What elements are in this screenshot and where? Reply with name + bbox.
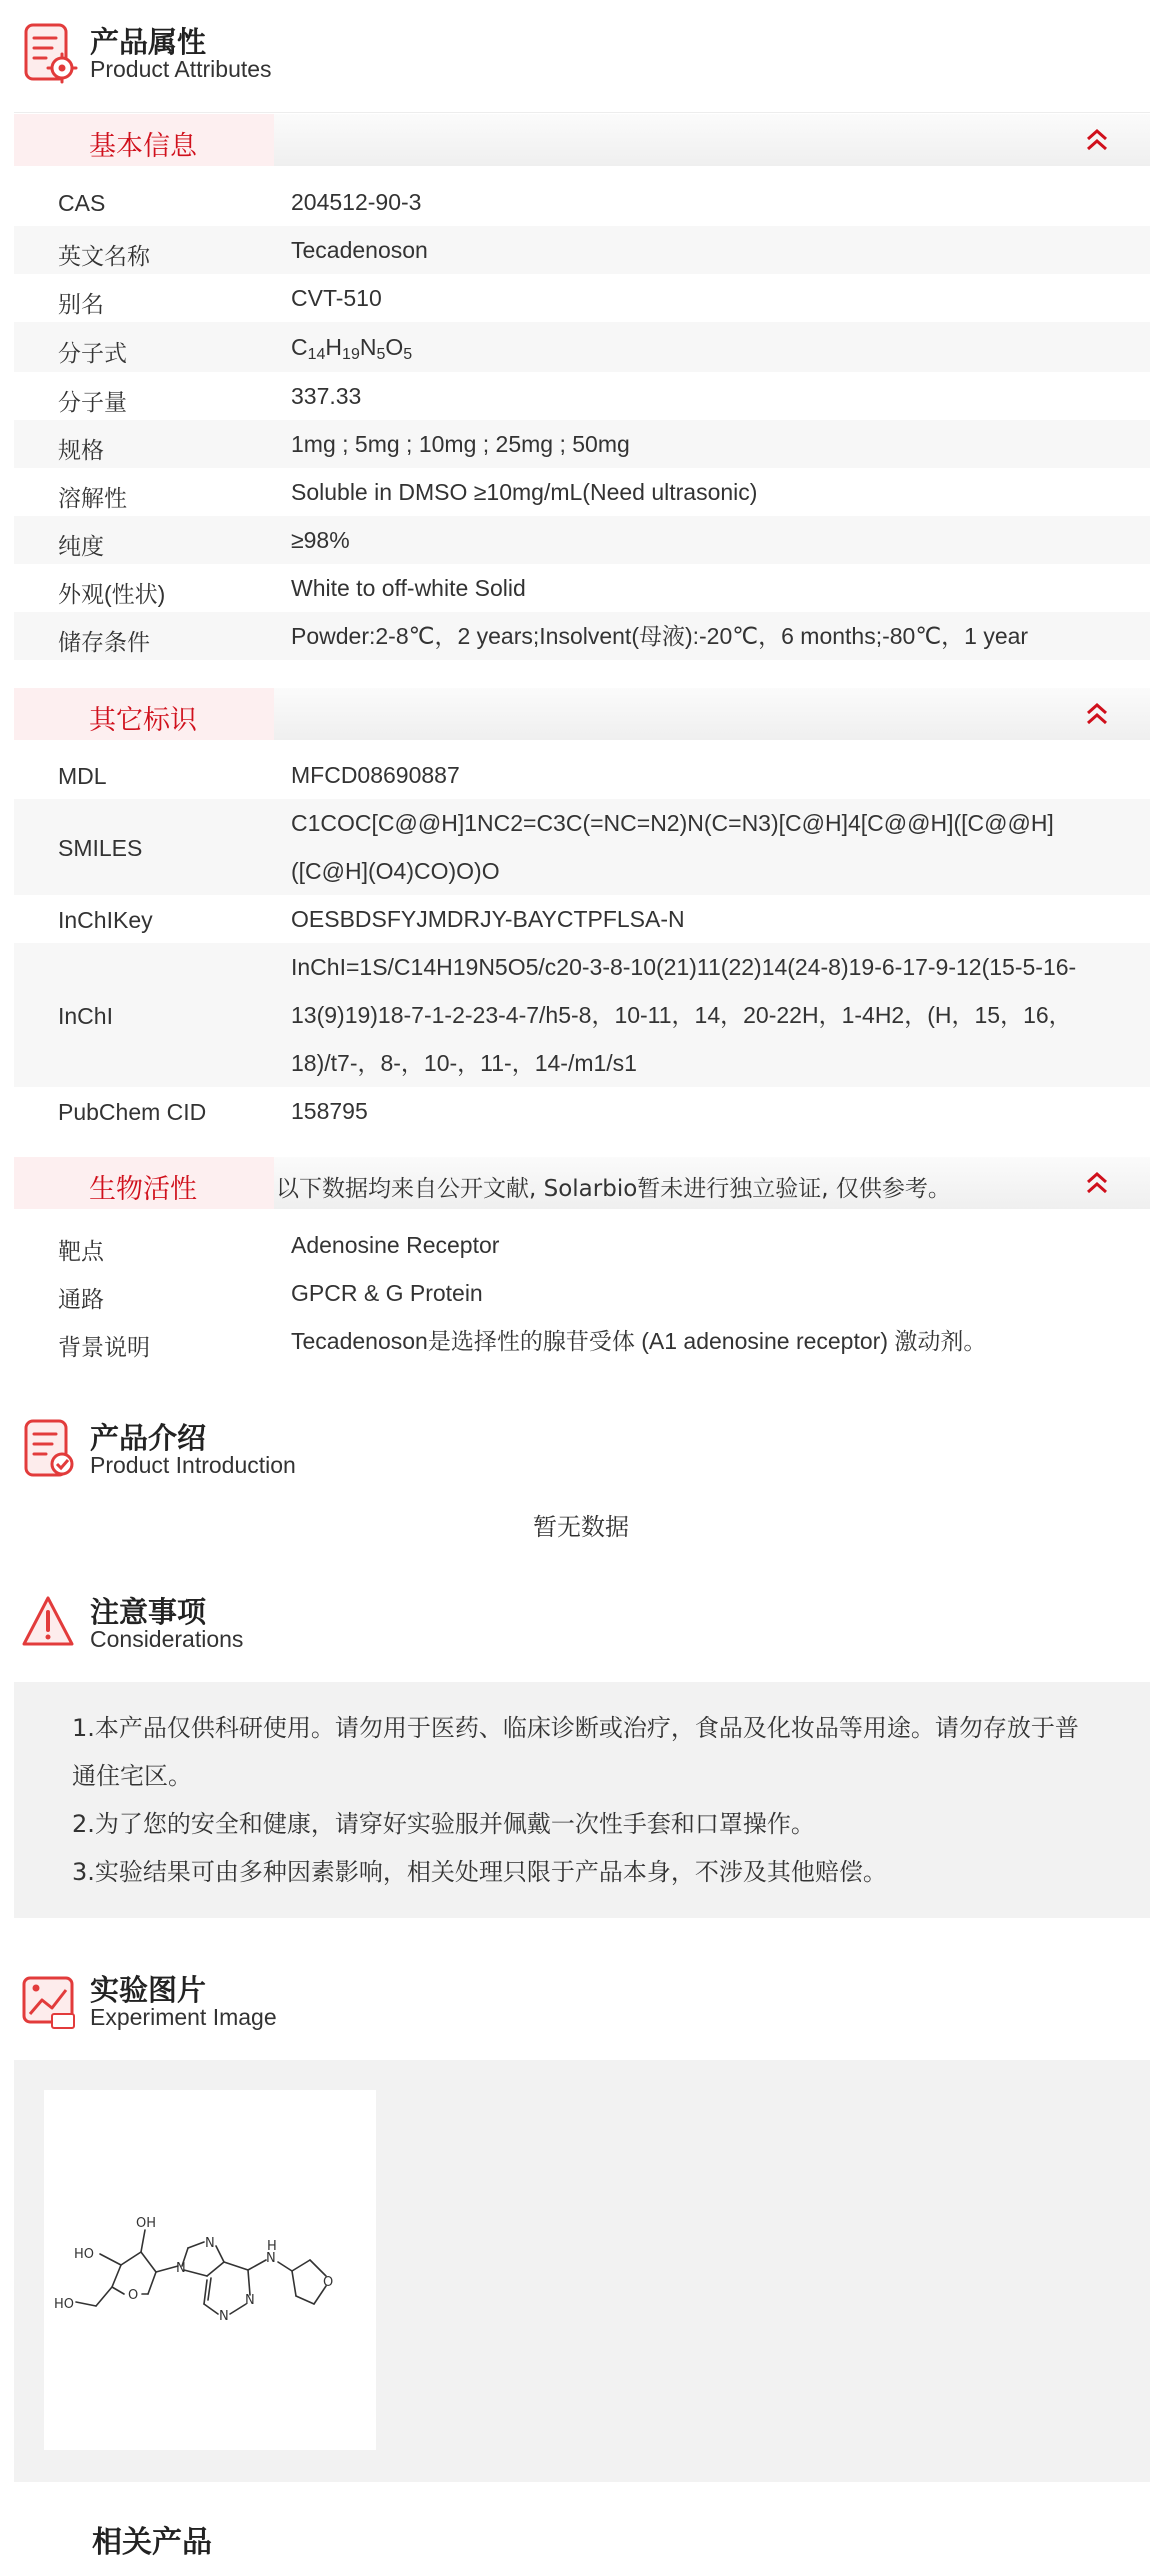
atom-label: H: [267, 2239, 277, 2254]
row-label: 储存条件: [58, 629, 150, 655]
group-tab: [14, 1157, 274, 1209]
section-title-cn: 实验图片: [90, 1973, 207, 2007]
row-value: GPCR & G Protein: [291, 1280, 483, 1306]
row-label: InChI: [58, 1003, 113, 1029]
table-row: [14, 612, 1150, 660]
row-label: 分子式: [58, 340, 127, 366]
group-tab: [14, 688, 274, 740]
row-label: MDL: [58, 763, 107, 789]
table-row: [14, 895, 1150, 943]
row-value: Tecadenoson是选择性的腺苷受体 (A1 adenosine receptor) 激动剂。: [291, 1328, 987, 1354]
experiment-image-panel: [14, 2060, 1150, 2482]
atom-label: N: [176, 2261, 186, 2276]
atom-label: N: [266, 2251, 276, 2266]
chevron-double-up-icon[interactable]: [1086, 128, 1108, 152]
empty-state-text: 暂无数据: [533, 1513, 629, 1541]
table-row: [14, 751, 1150, 799]
image-chart-icon: [22, 1970, 78, 2032]
table-row: [14, 943, 1150, 1087]
section-title-en: Considerations: [90, 1626, 244, 1652]
notice-line: 1.本产品仅供科研使用。请勿用于医药、临床诊断或治疗，食品及化妆品等用途。请勿存放于普: [72, 1714, 1079, 1742]
row-label: 溶解性: [58, 485, 127, 511]
table-row: [14, 274, 1150, 322]
table-row: [14, 226, 1150, 274]
row-label: SMILES: [58, 835, 143, 861]
structure-image[interactable]: [44, 2090, 376, 2450]
atom-label: HO: [74, 2247, 95, 2262]
next-section-title: 相关产品: [92, 2525, 212, 2560]
row-label: 外观(性状): [58, 581, 166, 607]
row-label: 分子量: [58, 389, 127, 415]
disclaimer-note: 以下数据均来自公开文献, Solarbio暂未进行独立验证, 仅供参考。: [276, 1176, 951, 1202]
table-row: [14, 372, 1150, 420]
atom-label: O: [128, 2288, 139, 2303]
group-tab: [14, 114, 274, 166]
chevron-double-up-icon[interactable]: [1086, 1171, 1108, 1195]
group-bar-other-ids[interactable]: [14, 688, 1150, 740]
row-label: 背景说明: [58, 1334, 150, 1360]
row-label: PubChem CID: [58, 1099, 207, 1125]
table-row: [14, 1317, 1150, 1365]
section-title-cn: 注意事项: [90, 1595, 207, 1629]
atom-label: N: [245, 2293, 255, 2308]
warning-triangle-icon: [22, 1592, 78, 1654]
row-label: CAS: [58, 190, 106, 216]
row-value: CVT-510: [291, 285, 382, 311]
table-row: [14, 420, 1150, 468]
table-row: [14, 1087, 1150, 1135]
row-value: OESBDSFYJMDRJY-BAYCTPFLSA-N: [291, 906, 685, 932]
section-title-en: Product Introduction: [90, 1452, 296, 1478]
atom-label: HO: [54, 2297, 75, 2312]
row-label: InChIKey: [58, 907, 153, 933]
chevron-double-up-icon[interactable]: [1086, 702, 1108, 726]
table-row: [14, 516, 1150, 564]
row-label: 靶点: [58, 1238, 104, 1264]
row-value: 18)/t7-，8-，10-，11-，14-/m1/s1: [291, 1050, 637, 1076]
table-row: [14, 1221, 1150, 1269]
row-value: Powder:2-8℃，2 years;Insolvent(母液):-20℃，6 months;-80℃，1 year: [291, 623, 1029, 649]
row-value: White to off-white Solid: [291, 575, 526, 601]
row-value: C1COC[C@@H]1NC2=C3C(=NC=N2)N(C=N3)[C@H]4[C@@H]([C@@H]: [291, 810, 1054, 836]
document-gear-icon: [22, 22, 78, 84]
row-label: 纯度: [58, 533, 104, 559]
notice-line: 通住宅区。: [72, 1762, 192, 1790]
notice-line: 2.为了您的安全和健康，请穿好实验服并佩戴一次性手套和口罩操作。: [72, 1810, 815, 1838]
section-title-cn: 产品属性: [90, 25, 207, 59]
row-value: InChI=1S/C14H19N5O5/c20-3-8-10(21)11(22)14(24-8)19-6-17-9-12(15-5-16-: [291, 954, 1077, 980]
row-value: 13(9)19)18-7-1-2-23-4-7/h5-8，10-11，14，20-22H，1-4H2，(H，15，16，: [291, 1002, 1072, 1028]
table-row: [14, 1269, 1150, 1317]
table-row: [14, 322, 1150, 372]
row-value: 337.33: [291, 383, 362, 409]
row-label: 别名: [58, 291, 104, 317]
row-value: Adenosine Receptor: [291, 1232, 500, 1258]
notice-line: 3.实验结果可由多种因素影响，相关处理只限于产品本身，不涉及其他赔偿。: [72, 1858, 887, 1886]
considerations-panel: [14, 1682, 1150, 1918]
molecular-formula: $C_{14}H_{19}N_5O_5$: [291, 334, 413, 363]
row-label: 规格: [58, 437, 104, 463]
row-value: 204512-90-3: [291, 189, 422, 215]
chemical-structure-drawing: [44, 2090, 376, 2450]
divider: [14, 112, 1150, 113]
table-row: [14, 799, 1150, 895]
row-value: Tecadenoson: [291, 237, 428, 263]
section-title-en: Experiment Image: [90, 2004, 277, 2030]
row-label: 英文名称: [58, 243, 150, 269]
atom-label: N: [205, 2236, 215, 2251]
table-row: [14, 564, 1150, 612]
row-value: ([C@H](O4)CO)O)O: [291, 858, 500, 884]
group-bar-basic-info[interactable]: [14, 114, 1150, 166]
atom-label: N: [219, 2309, 229, 2324]
group-title: 生物活性: [89, 1174, 197, 1205]
section-title-en: Product Attributes: [90, 56, 272, 82]
table-row: [14, 468, 1150, 516]
row-value: Soluble in DMSO ≥10mg/mL(Need ultrasonic): [291, 479, 758, 505]
atom-label: O: [323, 2275, 334, 2290]
section-title-cn: 产品介绍: [90, 1421, 207, 1455]
row-value: 158795: [291, 1098, 368, 1124]
group-title: 其它标识: [89, 705, 197, 736]
row-value: ≥98%: [291, 527, 350, 553]
table-row: [14, 178, 1150, 226]
group-title: 基本信息: [89, 131, 197, 162]
document-check-icon: [22, 1418, 78, 1480]
row-label: 通路: [58, 1286, 104, 1312]
atom-label: OH: [136, 2216, 157, 2231]
row-value: MFCD08690887: [291, 762, 460, 788]
row-value: 1mg ; 5mg ; 10mg ; 25mg ; 50mg: [291, 431, 630, 457]
group-bar-bio-activity[interactable]: [14, 1157, 1150, 1209]
